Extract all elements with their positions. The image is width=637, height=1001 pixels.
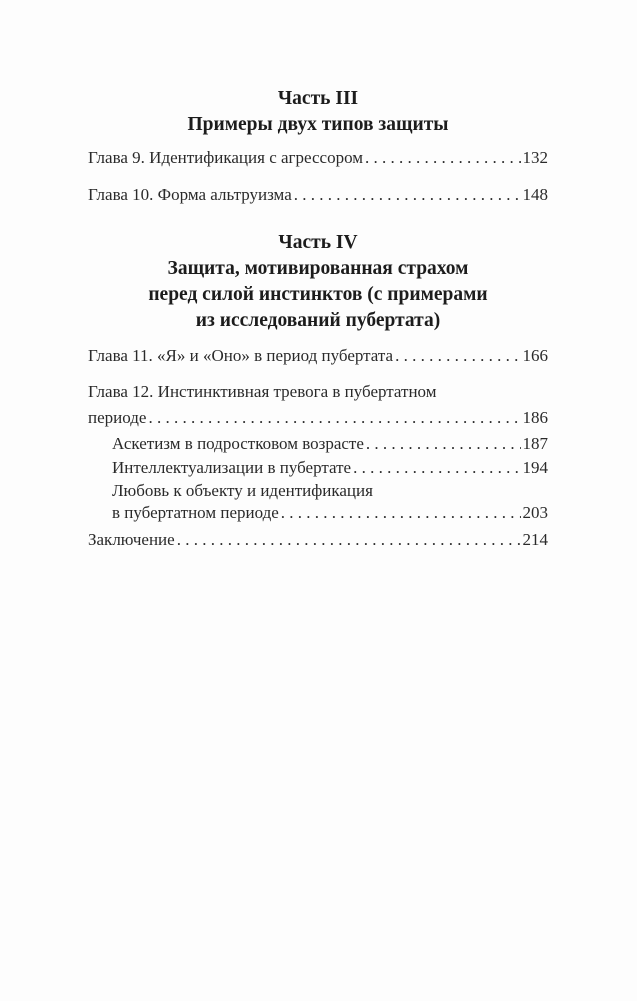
entry-title: Глава 11. «Я» и «Оно» в период пубертата bbox=[88, 346, 394, 365]
toc-entry-ch12[interactable] bbox=[88, 381, 548, 429]
toc-entry-ch9[interactable] bbox=[88, 147, 548, 169]
toc-entry-asceticism[interactable] bbox=[88, 433, 548, 455]
dot-leader bbox=[281, 502, 521, 524]
entry-page: 132 bbox=[522, 148, 548, 167]
dot-leader bbox=[148, 407, 520, 429]
entry-page: 214 bbox=[522, 530, 548, 549]
entry-title-cont: в пубертатном периоде bbox=[112, 503, 279, 522]
entry-title: Глава 10. Форма альтруизма bbox=[88, 185, 292, 204]
entry-title: Глава 9. Идентификация с агрессором bbox=[88, 148, 364, 167]
part-title: Часть IV bbox=[278, 232, 358, 253]
dot-leader bbox=[366, 433, 521, 455]
part-subtitle-line: из исследований пубертата) bbox=[195, 310, 441, 331]
entry-title: Интеллектуализации в пубертате bbox=[112, 458, 352, 477]
entry-page: 203 bbox=[522, 503, 548, 522]
dot-leader bbox=[177, 529, 521, 551]
part4-heading bbox=[88, 230, 548, 334]
entry-title: Заключение bbox=[88, 530, 175, 549]
dot-leader bbox=[365, 147, 520, 169]
part-subtitle: Примеры двух типов защиты bbox=[187, 114, 449, 135]
entry-page: 186 bbox=[522, 408, 548, 427]
entry-page: 166 bbox=[522, 346, 548, 365]
part-subtitle-line: Защита, мотивированная страхом bbox=[167, 258, 469, 279]
dot-leader bbox=[395, 345, 520, 367]
entry-title: Аскетизм в подростковом возрасте bbox=[112, 434, 364, 453]
dot-leader bbox=[353, 457, 520, 479]
toc-entry-object-love[interactable] bbox=[88, 480, 548, 524]
toc-entry-conclusion[interactable] bbox=[88, 529, 548, 551]
toc-entry-ch10[interactable] bbox=[88, 184, 548, 206]
entry-page: 148 bbox=[522, 185, 548, 204]
toc-entry-ch11[interactable] bbox=[88, 345, 548, 367]
dot-leader bbox=[294, 184, 521, 206]
entry-page: 187 bbox=[522, 434, 548, 453]
toc-entry-intellectualization[interactable] bbox=[88, 457, 548, 479]
part-title: Часть III bbox=[277, 88, 359, 109]
entry-title-cont: периоде bbox=[88, 408, 147, 427]
part-subtitle-line: перед силой инстинктов (с примерами bbox=[148, 284, 488, 305]
part3-heading bbox=[88, 86, 548, 138]
entry-title: Глава 12. Инстинктивная тревога в пубертатном bbox=[88, 382, 437, 401]
entry-page: 194 bbox=[522, 458, 548, 477]
entry-title: Любовь к объекту и идентификация bbox=[112, 481, 373, 500]
